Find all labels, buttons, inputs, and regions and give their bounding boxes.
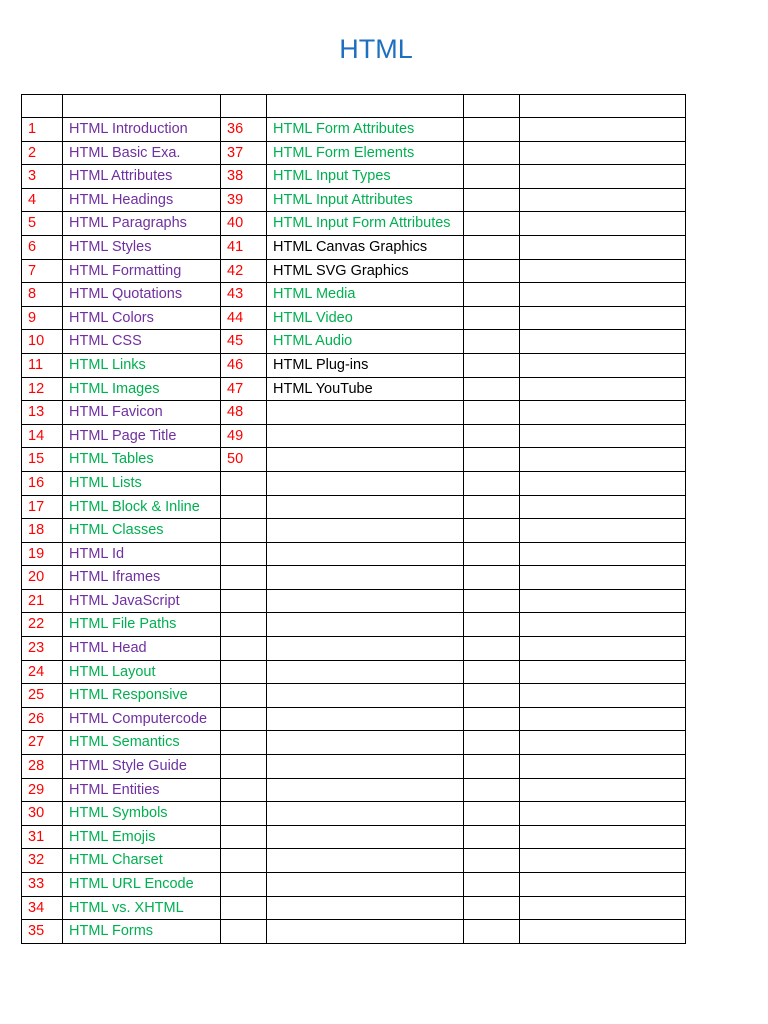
topic-number-cell [221,519,267,543]
empty-cell [464,471,520,495]
table-row [22,165,686,189]
topic-number-cell [221,589,267,613]
topic-number-cell [221,825,267,849]
topic-number-cell: 21 [22,589,63,613]
header-cell [464,95,520,118]
topic-number-cell: 12 [22,377,63,401]
topic-name-cell [267,802,464,826]
topic-number-cell: 30 [22,802,63,826]
topic-name-cell: HTML Headings [63,188,221,212]
table-row [22,519,686,543]
topic-number-cell [221,471,267,495]
table-body [22,95,686,944]
topic-name-cell: HTML JavaScript [63,589,221,613]
topic-number-cell: 37 [221,141,267,165]
empty-cell [520,707,686,731]
topic-number-cell [221,896,267,920]
topic-number-cell: 48 [221,401,267,425]
empty-cell [520,613,686,637]
empty-cell [520,118,686,142]
topic-name-cell [267,920,464,944]
topic-number-cell: 35 [22,920,63,944]
topic-name-cell: HTML Basic Exa. [63,141,221,165]
empty-cell [464,424,520,448]
table-row [22,377,686,401]
empty-cell [520,731,686,755]
empty-cell [464,849,520,873]
empty-cell [464,566,520,590]
table-row [22,731,686,755]
empty-cell [464,684,520,708]
topic-name-cell: HTML Links [63,353,221,377]
topic-number-cell: 31 [22,825,63,849]
empty-cell [464,825,520,849]
topic-name-cell [267,542,464,566]
empty-cell [464,589,520,613]
topic-name-cell: HTML Colors [63,306,221,330]
topic-number-cell [221,920,267,944]
empty-cell [520,188,686,212]
topic-name-cell: HTML Attributes [63,165,221,189]
empty-cell [520,330,686,354]
topic-name-cell: HTML SVG Graphics [267,259,464,283]
empty-cell [520,448,686,472]
empty-cell [464,542,520,566]
topic-name-cell: HTML Formatting [63,259,221,283]
page-title: HTML [339,34,413,64]
table-row [22,495,686,519]
table-row [22,873,686,897]
topic-name-cell: HTML Favicon [63,401,221,425]
topic-name-cell [267,637,464,661]
empty-cell [520,849,686,873]
topic-number-cell: 32 [22,849,63,873]
header-cell [267,95,464,118]
empty-cell [520,873,686,897]
table-row [22,707,686,731]
empty-cell [464,212,520,236]
topic-name-cell [267,424,464,448]
empty-cell [464,118,520,142]
topic-number-cell: 43 [221,283,267,307]
empty-cell [520,778,686,802]
empty-cell [464,755,520,779]
table-row [22,896,686,920]
empty-cell [520,589,686,613]
topic-number-cell: 41 [221,235,267,259]
table-row [22,283,686,307]
topic-number-cell [221,660,267,684]
topic-number-cell [221,495,267,519]
empty-cell [520,755,686,779]
empty-cell [464,660,520,684]
table-row [22,448,686,472]
topic-name-cell [267,401,464,425]
empty-cell [464,802,520,826]
table-row [22,542,686,566]
empty-cell [520,920,686,944]
topic-name-cell: HTML Images [63,377,221,401]
empty-cell [520,896,686,920]
empty-cell [464,920,520,944]
table-row [22,306,686,330]
topic-number-cell [221,637,267,661]
topic-name-cell: HTML CSS [63,330,221,354]
topic-number-cell: 20 [22,566,63,590]
empty-cell [464,306,520,330]
topic-name-cell: HTML Lists [63,471,221,495]
topic-number-cell [221,613,267,637]
empty-cell [464,401,520,425]
topic-number-cell: 38 [221,165,267,189]
empty-cell [520,141,686,165]
topic-name-cell: HTML Plug-ins [267,353,464,377]
topic-name-cell: HTML Computercode [63,707,221,731]
empty-cell [464,141,520,165]
topic-number-cell: 17 [22,495,63,519]
topic-name-cell [267,707,464,731]
empty-cell [520,825,686,849]
empty-cell [520,660,686,684]
topic-name-cell [267,849,464,873]
table-row [22,778,686,802]
topic-name-cell: HTML Page Title [63,424,221,448]
table-row [22,637,686,661]
topic-name-cell: HTML Form Attributes [267,118,464,142]
topic-number-cell: 22 [22,613,63,637]
topics-table [21,94,686,944]
topic-number-cell: 50 [221,448,267,472]
topic-number-cell: 39 [221,188,267,212]
topic-name-cell: HTML Layout [63,660,221,684]
table-row [22,235,686,259]
topic-number-cell: 45 [221,330,267,354]
empty-cell [464,778,520,802]
empty-cell [520,401,686,425]
topic-name-cell: HTML Block & Inline [63,495,221,519]
table-row [22,259,686,283]
topic-name-cell: HTML vs. XHTML [63,896,221,920]
topic-name-cell: HTML Iframes [63,566,221,590]
topic-number-cell [221,566,267,590]
topic-number-cell: 4 [22,188,63,212]
table-row [22,613,686,637]
topic-number-cell: 24 [22,660,63,684]
topic-number-cell: 15 [22,448,63,472]
table-row [22,401,686,425]
table-row [22,353,686,377]
topic-name-cell [267,471,464,495]
topic-name-cell: HTML Id [63,542,221,566]
empty-cell [520,637,686,661]
empty-cell [520,259,686,283]
topic-name-cell [267,896,464,920]
topic-name-cell [267,755,464,779]
topic-number-cell: 18 [22,519,63,543]
topic-name-cell [267,519,464,543]
table-row [22,802,686,826]
topic-number-cell [221,731,267,755]
topic-number-cell [221,849,267,873]
topic-number-cell: 46 [221,353,267,377]
table-row [22,188,686,212]
empty-cell [464,283,520,307]
topic-number-cell: 6 [22,235,63,259]
topic-name-cell [267,731,464,755]
empty-cell [464,259,520,283]
topic-name-cell: HTML Video [267,306,464,330]
empty-cell [520,353,686,377]
empty-cell [464,731,520,755]
topic-number-cell: 23 [22,637,63,661]
topic-number-cell: 8 [22,283,63,307]
empty-cell [464,495,520,519]
topic-number-cell: 14 [22,424,63,448]
topic-number-cell: 10 [22,330,63,354]
topic-number-cell [221,802,267,826]
empty-cell [520,519,686,543]
empty-cell [464,613,520,637]
topic-name-cell: HTML Head [63,637,221,661]
topic-name-cell [267,566,464,590]
topic-name-cell [267,448,464,472]
topic-name-cell: HTML Semantics [63,731,221,755]
table-row [22,825,686,849]
topic-number-cell: 29 [22,778,63,802]
topic-number-cell: 42 [221,259,267,283]
topic-number-cell [221,684,267,708]
topic-number-cell: 27 [22,731,63,755]
topic-name-cell: HTML Charset [63,849,221,873]
topic-name-cell [267,660,464,684]
topic-number-cell: 33 [22,873,63,897]
empty-cell [464,353,520,377]
topic-number-cell: 34 [22,896,63,920]
empty-cell [520,424,686,448]
table-row [22,330,686,354]
topic-number-cell: 25 [22,684,63,708]
empty-cell [520,495,686,519]
topic-name-cell: HTML Paragraphs [63,212,221,236]
topic-name-cell [267,873,464,897]
topic-number-cell: 40 [221,212,267,236]
topic-number-cell: 9 [22,306,63,330]
table-row [22,141,686,165]
topic-name-cell: HTML Media [267,283,464,307]
empty-cell [520,165,686,189]
topic-name-cell: HTML Tables [63,448,221,472]
empty-cell [464,896,520,920]
table-row [22,212,686,236]
topic-name-cell [267,684,464,708]
empty-cell [520,283,686,307]
topic-number-cell: 47 [221,377,267,401]
topic-name-cell: HTML Classes [63,519,221,543]
topic-name-cell [267,589,464,613]
topic-name-cell [267,778,464,802]
topic-number-cell: 5 [22,212,63,236]
table-row [22,660,686,684]
header-cell [22,95,63,118]
topic-name-cell: HTML Input Form Attributes [267,212,464,236]
table-row [22,118,686,142]
empty-cell [464,519,520,543]
empty-cell [464,873,520,897]
topic-name-cell: HTML Input Attributes [267,188,464,212]
topic-number-cell: 19 [22,542,63,566]
empty-cell [520,471,686,495]
empty-cell [520,802,686,826]
topic-name-cell [267,495,464,519]
topic-name-cell: HTML YouTube [267,377,464,401]
topic-number-cell: 1 [22,118,63,142]
empty-cell [520,542,686,566]
topic-name-cell: HTML Symbols [63,802,221,826]
empty-cell [464,707,520,731]
topic-number-cell [221,755,267,779]
topic-number-cell [221,707,267,731]
topic-name-cell: HTML Canvas Graphics [267,235,464,259]
table-row [22,471,686,495]
topic-name-cell: HTML URL Encode [63,873,221,897]
topic-name-cell [267,825,464,849]
topic-name-cell: HTML File Paths [63,613,221,637]
topic-name-cell: HTML Input Types [267,165,464,189]
header-cell [221,95,267,118]
empty-cell [464,188,520,212]
topic-number-cell: 36 [221,118,267,142]
topic-name-cell: HTML Audio [267,330,464,354]
topic-name-cell: HTML Emojis [63,825,221,849]
empty-cell [464,448,520,472]
empty-cell [464,377,520,401]
topic-name-cell: HTML Forms [63,920,221,944]
topic-number-cell: 44 [221,306,267,330]
topic-number-cell: 3 [22,165,63,189]
topic-number-cell: 16 [22,471,63,495]
topic-name-cell: HTML Introduction [63,118,221,142]
topic-name-cell: HTML Responsive [63,684,221,708]
table-row [22,424,686,448]
empty-cell [464,637,520,661]
empty-cell [464,330,520,354]
empty-cell [520,377,686,401]
header-row [22,95,686,118]
topic-number-cell: 11 [22,353,63,377]
empty-cell [520,684,686,708]
topic-name-cell: HTML Quotations [63,283,221,307]
topic-number-cell: 2 [22,141,63,165]
table-row [22,755,686,779]
topic-name-cell [267,613,464,637]
table-row [22,684,686,708]
topic-name-cell: HTML Style Guide [63,755,221,779]
topic-number-cell: 49 [221,424,267,448]
empty-cell [464,235,520,259]
topic-number-cell: 13 [22,401,63,425]
topic-number-cell [221,542,267,566]
topic-name-cell: HTML Entities [63,778,221,802]
topic-number-cell: 26 [22,707,63,731]
header-cell [520,95,686,118]
empty-cell [520,306,686,330]
topic-name-cell: HTML Styles [63,235,221,259]
topic-number-cell: 7 [22,259,63,283]
empty-cell [464,165,520,189]
topic-number-cell: 28 [22,755,63,779]
empty-cell [520,235,686,259]
table-row [22,566,686,590]
topic-name-cell: HTML Form Elements [267,141,464,165]
table-row [22,849,686,873]
empty-cell [520,212,686,236]
topic-number-cell [221,778,267,802]
table-row [22,589,686,613]
header-cell [63,95,221,118]
empty-cell [520,566,686,590]
table-row [22,920,686,944]
topic-number-cell [221,873,267,897]
